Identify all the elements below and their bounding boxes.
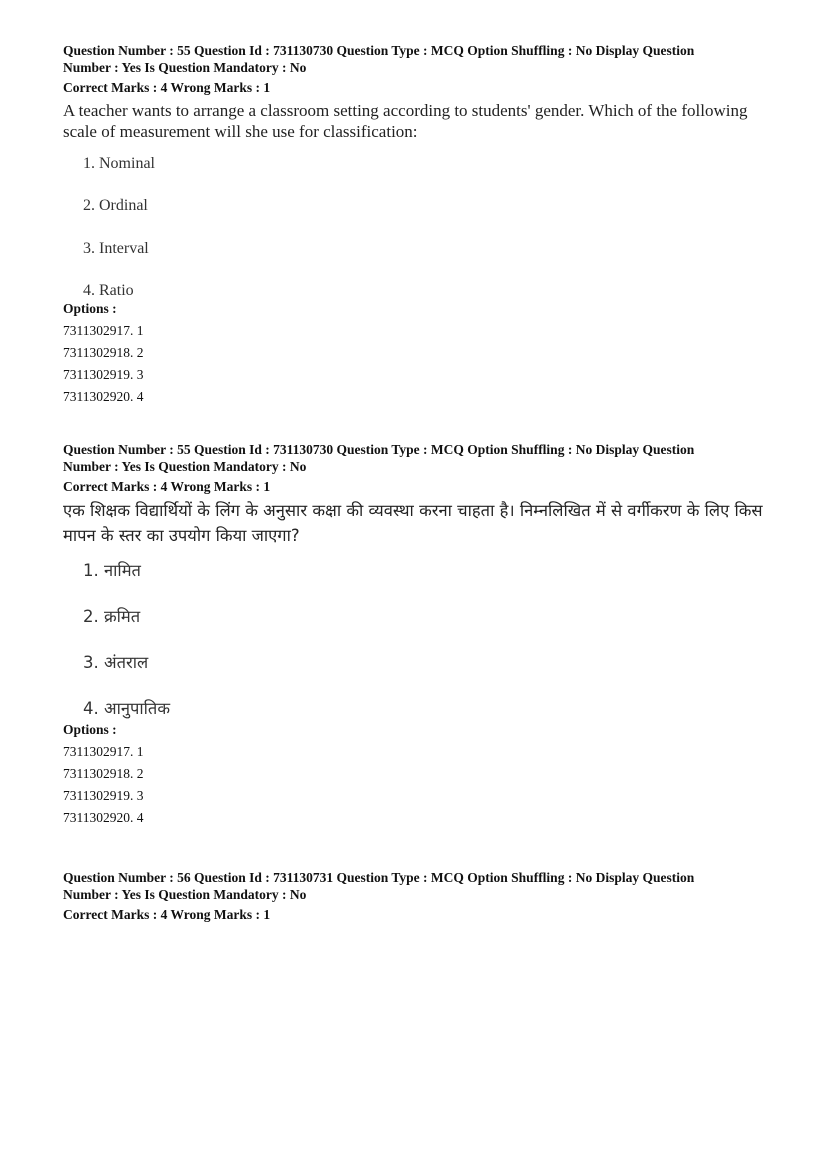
option-id: 7311302920. 4 <box>63 389 144 404</box>
question-header-line1: Question Number : 55 Question Id : 731130730 Question Type : MCQ Option Shuffling : No Display Question <box>63 442 695 457</box>
option-id: 7311302919. 3 <box>63 367 144 382</box>
answer-choice: 3. अंतराल <box>83 652 149 672</box>
options-label: Options : <box>63 301 117 316</box>
answer-choices <box>83 154 783 302</box>
answer-choice: 1. Nominal <box>83 154 155 172</box>
question-header <box>63 870 783 903</box>
option-id: 7311302917. 1 <box>63 323 144 338</box>
answer-choices <box>83 560 783 722</box>
question-header <box>63 43 783 76</box>
answer-choice: 4. आनुपातिक <box>83 698 171 718</box>
question-header-line2: Number : Yes Is Question Mandatory : No <box>63 59 307 75</box>
answer-choice: 3. Interval <box>83 239 149 257</box>
options-label: Options : <box>63 721 117 737</box>
question-header-line1: Question Number : 56 Question Id : 731130731 Question Type : MCQ Option Shuffling : No Display Question <box>63 870 695 885</box>
answer-choice: 2. क्रमित <box>83 606 141 626</box>
question-header-line2: Number : Yes Is Question Mandatory : No <box>63 458 307 474</box>
question-marks: Correct Marks : 4 Wrong Marks : 1 <box>63 479 271 494</box>
question-text: एक शिक्षक विद्यार्थियों के लिंग के अनुसार कक्षा की व्यवस्था करना चाहता है। निम्नलिखित में से वर्गीकरण के लिए किस मापन के स्तर का उपयोग किया जाएगा? <box>63 500 763 545</box>
question-block-hindi <box>63 442 783 829</box>
question-header <box>63 442 783 475</box>
option-id: 7311302920. 4 <box>63 809 144 825</box>
question-header-line1: Question Number : 55 Question Id : 731130730 Question Type : MCQ Option Shuffling : No Display Question <box>63 43 695 58</box>
question-text: A teacher wants to arrange a classroom setting according to students' gender. Which of the following scale of measurement will she use for classification: <box>63 100 748 141</box>
option-id: 7311302919. 3 <box>63 787 144 803</box>
question-marks: Correct Marks : 4 Wrong Marks : 1 <box>63 907 271 922</box>
question-header-line2: Number : Yes Is Question Mandatory : No <box>63 886 307 902</box>
option-id-list <box>63 741 783 829</box>
question-block-english <box>63 43 783 408</box>
question-marks: Correct Marks : 4 Wrong Marks : 1 <box>63 80 271 95</box>
answer-choice: 4. Ratio <box>83 282 134 299</box>
option-id: 7311302918. 2 <box>63 765 144 781</box>
option-id-list <box>63 320 783 408</box>
question-block-next <box>63 870 783 924</box>
answer-choice: 1. नामित <box>83 560 141 580</box>
answer-choice: 2. Ordinal <box>83 197 148 214</box>
option-id: 7311302918. 2 <box>63 345 144 360</box>
option-id: 7311302917. 1 <box>63 743 144 759</box>
